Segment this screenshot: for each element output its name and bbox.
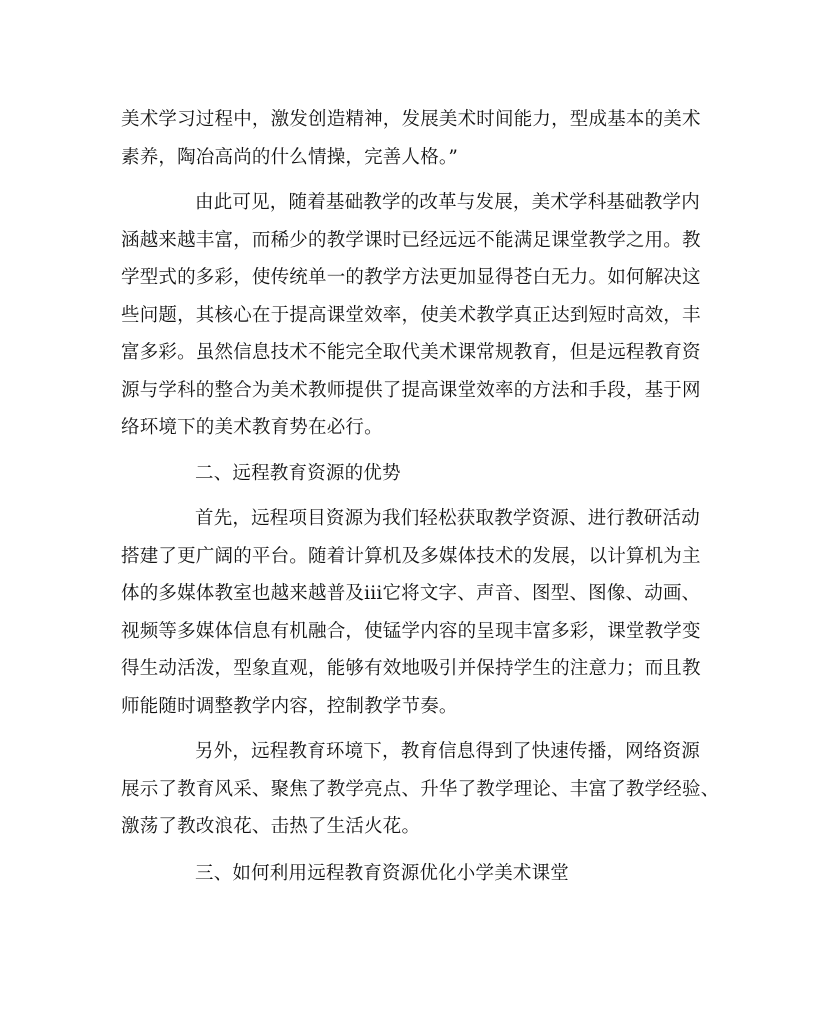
text-line: 视频等多媒体信息有机融合，使锰学内容的呈现丰富多彩，课堂教学变 <box>121 620 701 642</box>
text-line: 学型式的多彩，使传统单一的教学方法更加显得苍白无力。如何解决这 <box>121 267 701 288</box>
text-line: 体的多媒体教室也越来越普及iii它将文字、声音、图型、图像、动画、 <box>121 583 701 604</box>
paragraph-first-line: 另外，远程教育环境下，教育信息得到了快速传播，网络资源 <box>195 741 700 762</box>
paragraph-first-line: 首先，远程项目资源为我们轻松获取教学资源、进行教研活动 <box>195 508 700 529</box>
text-line: 美术学习过程中，激发创造精神，发展美术时间能力，型成基本的美术 <box>121 109 701 130</box>
section-heading: 三、如何利用远程教育资源优化小学美术课堂 <box>195 862 570 884</box>
text-line: 师能随时调整教学内容，控制教学节奏。 <box>121 695 458 717</box>
text-line: 激荡了教改浪花、击热了生活火花。 <box>121 816 421 837</box>
text-line: 些问题，其核心在于提高课堂效率，使美术教学真正达到短时高效，丰 <box>121 304 701 326</box>
text-line: 富多彩。虽然信息技术不能完全取代美术课常规教育，但是远程教育资 <box>121 342 701 363</box>
text-line: 展示了教育风采、聚焦了教学亮点、升华了教学理论、丰富了教学经验、 <box>121 778 720 800</box>
paragraph-first-line: 由此可见，随着基础教学的改革与发展，美术学科基础教学内 <box>195 192 700 213</box>
section-heading: 二、远程教育资源的优势 <box>195 462 401 484</box>
document-body <box>121 101 720 892</box>
text-line: 源与学科的整合为美术教师提供了提高课堂效率的方法和手段，基于网 <box>121 379 701 401</box>
text-line: 得生动活泼，型象直观，能够有效地吸引并保持学生的注意力；而且教 <box>121 658 701 679</box>
text-line: 络环境下的美术教育势在必行。 <box>121 417 383 438</box>
text-line: 素养，陶冶高尚的什么情操，完善人格。” <box>121 146 459 168</box>
text-line: 涵越来越丰富，而稀少的教学课时已经远远不能满足课堂教学之用。教 <box>121 229 701 251</box>
text-line: 搭建了更广阔的平台。随着计算机及多媒体技术的发展，以计算机为主 <box>121 545 701 567</box>
